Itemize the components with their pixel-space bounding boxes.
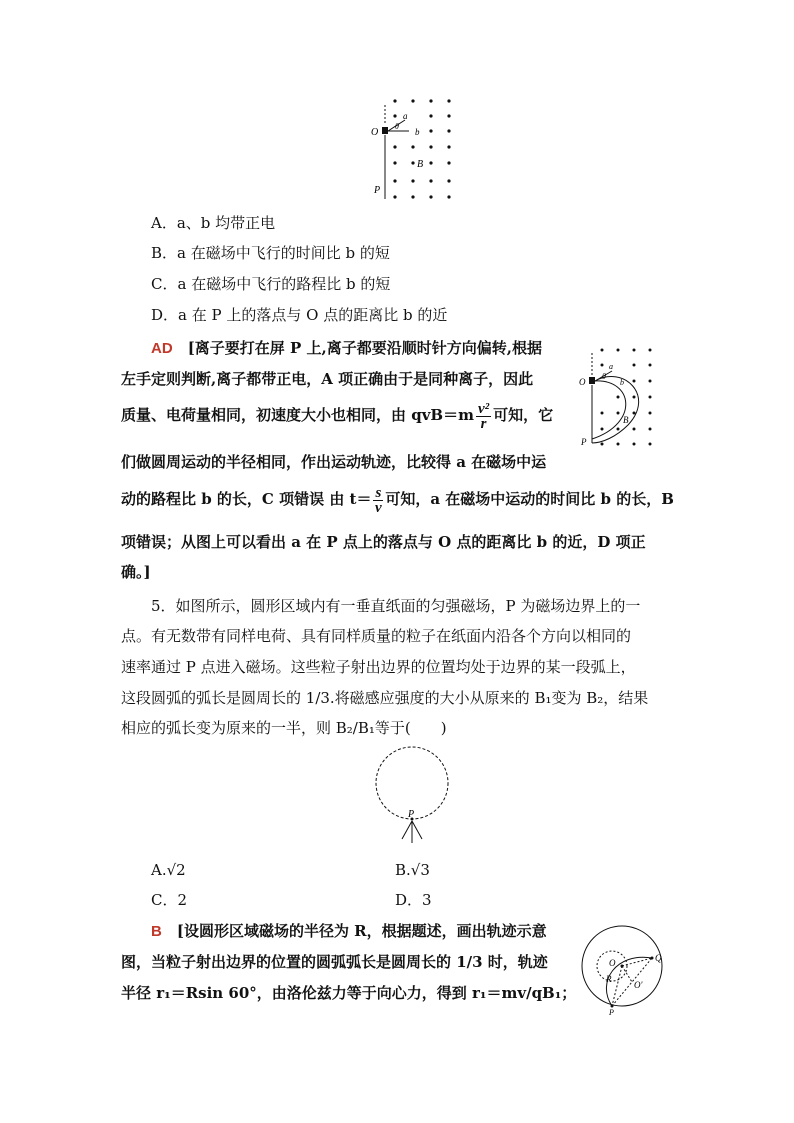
- q4-explanation-line-6: 项错误；从图上可以看出 a 在 P 点上的落点与 O 点的距离比 b 的近，D 项正: [121, 533, 646, 551]
- q4-explanation-line-2: 左手定则判断,离子都带正电，A 项正确由于是同种离子，因此: [121, 370, 534, 388]
- fig2-label-o: O: [579, 377, 586, 387]
- fig2-label-P: P: [581, 437, 587, 447]
- fig3-label-q: Q: [655, 953, 662, 963]
- fig1-label-B: B: [417, 159, 424, 170]
- q4-explanation-line-5: 动的路程比 b 的长，C 项错误 由 t＝ $\frac{s}{v}$ 可知，a 在磁场中运动的时间比 b 的长，B: [121, 484, 674, 516]
- q5-explanation-line-2: 图，当粒子射出边界的位置的圆弧弧长是圆周长的 1/3 时，轨迹: [121, 953, 548, 971]
- q5-option-d: D．3: [395, 891, 432, 909]
- q4-fraction-1: $\frac{\text{v²}}{r}$: [477, 400, 490, 432]
- q5-option-a: A.√2: [151, 861, 186, 879]
- q5-stem-line-1: 5．如图所示，圆形区域内有一垂直纸面的匀强磁场，P 为磁场边界上的一: [151, 597, 641, 615]
- fig2-label-b: b: [620, 378, 624, 387]
- q4-option-d: D．a 在 P 上的落点与 O 点的距离比 b 的近: [151, 306, 448, 324]
- trajectory-sketch-figure: [576, 922, 672, 1016]
- q4-explanation-line-7: 确。]: [121, 563, 151, 581]
- q5-explanation-line-3: 半径 r₁＝Rsin 60°，由洛伦兹力等于向心力，得到 r₁＝mv/qB₁；: [121, 984, 577, 1002]
- circular-field-figure: [370, 745, 454, 855]
- q5-stem-line-5: 相应的弧长变为原来的一半，则 B₂/B₁等于( ): [121, 719, 447, 737]
- q5-stem-line-2: 点。有无数带有同样电荷、具有同样质量的粒子在纸面内沿各个方向以相同的: [121, 627, 632, 645]
- fig1-label-P: P: [374, 185, 381, 196]
- magnetic-field-figure-2: [578, 345, 663, 450]
- fig2-label-a: a: [609, 362, 613, 371]
- q4-answer: AD: [151, 340, 173, 357]
- q5-stem-line-4: 这段圆弧的弧长是圆周长的 1/3.将磁感应强度的大小从原来的 B₁变为 B₂，结果: [121, 689, 649, 707]
- q5-answer: B: [151, 923, 162, 940]
- q5-explanation-line-1: B [设圆形区域磁场的半径为 R，根据题述，画出轨迹示意: [151, 922, 547, 940]
- fig1-label-b: b: [415, 127, 420, 137]
- fig3-label-p: P: [609, 1008, 614, 1016]
- q4-option-c: C．a 在磁场中飞行的路程比 b 的短: [151, 275, 391, 293]
- q5-option-b: B.√3: [395, 861, 430, 879]
- fig1-label-a: a: [403, 111, 408, 121]
- magnetic-field-figure-1: [365, 95, 465, 205]
- fig1-label-o: O: [371, 127, 379, 138]
- fig2-label-theta: θ: [602, 372, 606, 381]
- q4-fraction-2: $\frac{s}{v}$: [375, 484, 382, 516]
- q4-explanation-line-4: 们做圆周运动的半径相同，作出运动轨迹，比较得 a 在磁场中运: [121, 453, 547, 471]
- q4-option-a: A．a、b 均带正电: [151, 214, 276, 232]
- q5-stem-line-3: 速率通过 P 点进入磁场。这些粒子射出边界的位置均处于边界的某一段弧上，: [121, 658, 636, 676]
- fig2-label-B: B: [623, 415, 629, 425]
- fig3-label-r: R: [606, 974, 612, 984]
- circle-label-p: P: [408, 809, 415, 820]
- q5-option-c: C．2: [151, 891, 188, 909]
- fig3-label-o: O: [609, 958, 616, 968]
- fig3-label-o2: O': [634, 980, 643, 990]
- q4-explanation-line-1: AD [离子要打在屏 P 上,离子都要沿顺时针方向偏转,根据: [151, 339, 542, 357]
- fig1-label-theta: θ: [395, 122, 399, 131]
- q4-explanation-line-3: 质量、电荷量相同，初速度大小也相同，由 qvB＝m $\frac{\text{v²}}{r}$ 可知，它: [121, 400, 554, 432]
- q4-option-b: B．a 在磁场中飞行的时间比 b 的短: [151, 244, 390, 262]
